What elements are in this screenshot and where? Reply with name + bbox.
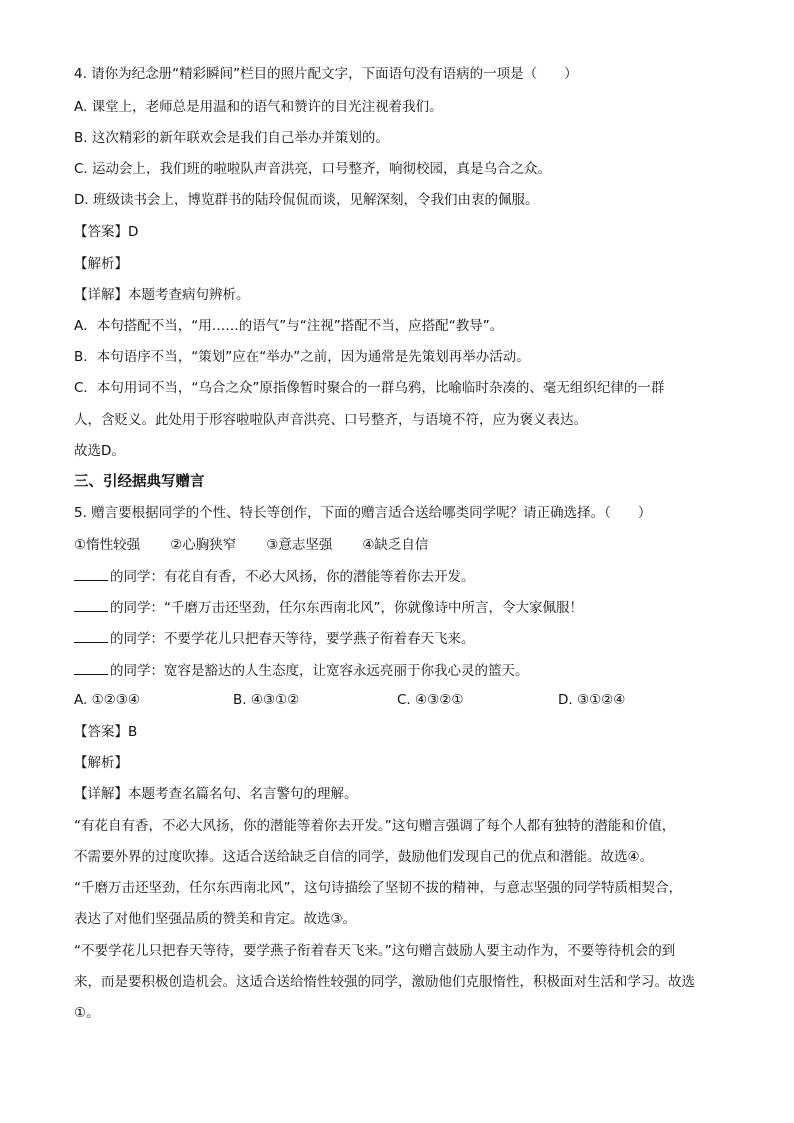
- q4-option-c: C. 运动会上，我们班的啦啦队声音洪亮，口号整齐，响彻校园，真是乌合之众。: [74, 161, 552, 177]
- q5-option-a: A. ①②③④: [74, 692, 140, 708]
- section-3-title: 三、引经据典写赠言: [74, 474, 205, 490]
- q5-paragraph-line-2: 不需要外界的过度吹捧。这适合送给缺乏自信的同学，鼓励他们发现自己的优点和潜能。故选④。: [74, 849, 654, 865]
- q5-blank-text-1: 的同学：有花自有香，不必大风扬，你的潜能等着你去开发。: [110, 569, 475, 585]
- q4-conclusion: 故选D。: [74, 443, 125, 459]
- question-4-stem: 4. 请你为纪念册“精彩瞬间”栏目的照片配文字，下面语句没有语病的一项是（ ）: [74, 66, 578, 82]
- q5-paragraph-line-7: ①。: [74, 1005, 100, 1021]
- q4-explanation-b: B．本句语序不当，“策划”应在“举办”之前，因为通常是先策划再举办活动。: [74, 349, 530, 365]
- q5-option-b: B. ④③①②: [233, 692, 300, 708]
- question-5-stem: 5. 赠言要根据同学的个性、特长等创作，下面的赠言适合送给哪类同学呢？请正确选择。（ ）: [74, 505, 652, 521]
- q4-explanation-c-line1: C．本句用词不当，“乌合之众”原指像暂时聚合的一群乌鸦，比喻临时杂凑的、毫无组织纪律的一群: [74, 380, 665, 396]
- q5-choice-3: ③意志坚强: [266, 537, 333, 553]
- q5-analysis-tag: 【解析】: [74, 755, 128, 771]
- q5-detail: 【详解】本题考查名篇名句、名言警句的理解。: [74, 786, 358, 802]
- q5-choice-1: ①惰性较强: [74, 537, 141, 553]
- q4-option-a: A. 课堂上，老师总是用温和的语气和赞许的目光注视着我们。: [74, 99, 443, 115]
- q4-option-b: B. 这次精彩的新年联欢会是我们自己举办并策划的。: [74, 130, 389, 146]
- q5-choice-4: ④缺乏自信: [362, 537, 429, 553]
- q4-analysis-tag: 【解析】: [74, 256, 128, 272]
- q5-blank-line-1: [74, 566, 475, 587]
- q5-blank-text-2: 的同学：“千磨万击还坚劲，任尔东西南北风”，你就像诗中所言，令大家佩服！: [110, 600, 583, 616]
- q5-paragraph-line-1: “有花自有香，不必大风扬，你的潜能等着你去开发。”这句赠言强调了每个人都有独特的潜能和价值，: [74, 818, 676, 834]
- answer-blank: [74, 566, 108, 581]
- q5-blank-line-3: [74, 628, 475, 649]
- answer-blank: [74, 660, 108, 675]
- q5-paragraph-line-3: “千磨万击还坚劲，任尔东西南北风”，这句诗描绘了坚韧不拔的精神，与意志坚强的同学特质相契合，: [74, 880, 682, 896]
- q5-blank-text-3: 的同学：不要学花儿只把春天等待，要学燕子衔着春天飞来。: [110, 631, 475, 647]
- answer-blank: [74, 597, 108, 612]
- q4-answer: 【答案】D: [74, 224, 139, 240]
- q5-choices: [74, 535, 458, 555]
- q5-option-c: C. ④③②①: [397, 692, 464, 708]
- q5-blank-line-4: [74, 660, 529, 681]
- q5-choice-2: ②心胸狭窄: [170, 537, 237, 553]
- q5-answer: 【答案】B: [74, 724, 138, 740]
- q4-option-d: D. 班级读书会上，博览群书的陆玲侃侃而谈，见解深刻，令我们由衷的佩服。: [74, 192, 539, 208]
- answer-blank: [74, 628, 108, 643]
- q5-paragraph-line-5: “不要学花儿只把春天等待，要学燕子衔着春天飞来。”这句赠言鼓励人要主动作为，不要等待机会的到: [74, 943, 676, 959]
- q4-detail: 【详解】本题考查病句辨析。: [74, 287, 250, 303]
- q4-explanation-c-line2: 人，含贬义。此处用于形容啦啦队声音洪亮、口号整齐，与语境不符，应为褒义表达。: [74, 412, 587, 428]
- q5-paragraph-line-6: 来，而是要积极创造机会。这适合送给惰性较强的同学，激励他们克服惰性，积极面对生活和学习。故选: [74, 974, 695, 990]
- q5-blank-text-4: 的同学：宽容是豁达的人生态度，让宽容永远亮丽于你我心灵的篮天。: [110, 663, 529, 679]
- q5-option-d: D. ③①②④: [558, 692, 626, 708]
- q5-blank-line-2: [74, 597, 583, 618]
- q5-paragraph-line-4: 表达了对他们坚强品质的赞美和肯定。故选③。: [74, 911, 357, 927]
- q4-explanation-a: A．本句搭配不当，“用……的语气”与“注视”搭配不当，应搭配“教导”。: [74, 318, 504, 334]
